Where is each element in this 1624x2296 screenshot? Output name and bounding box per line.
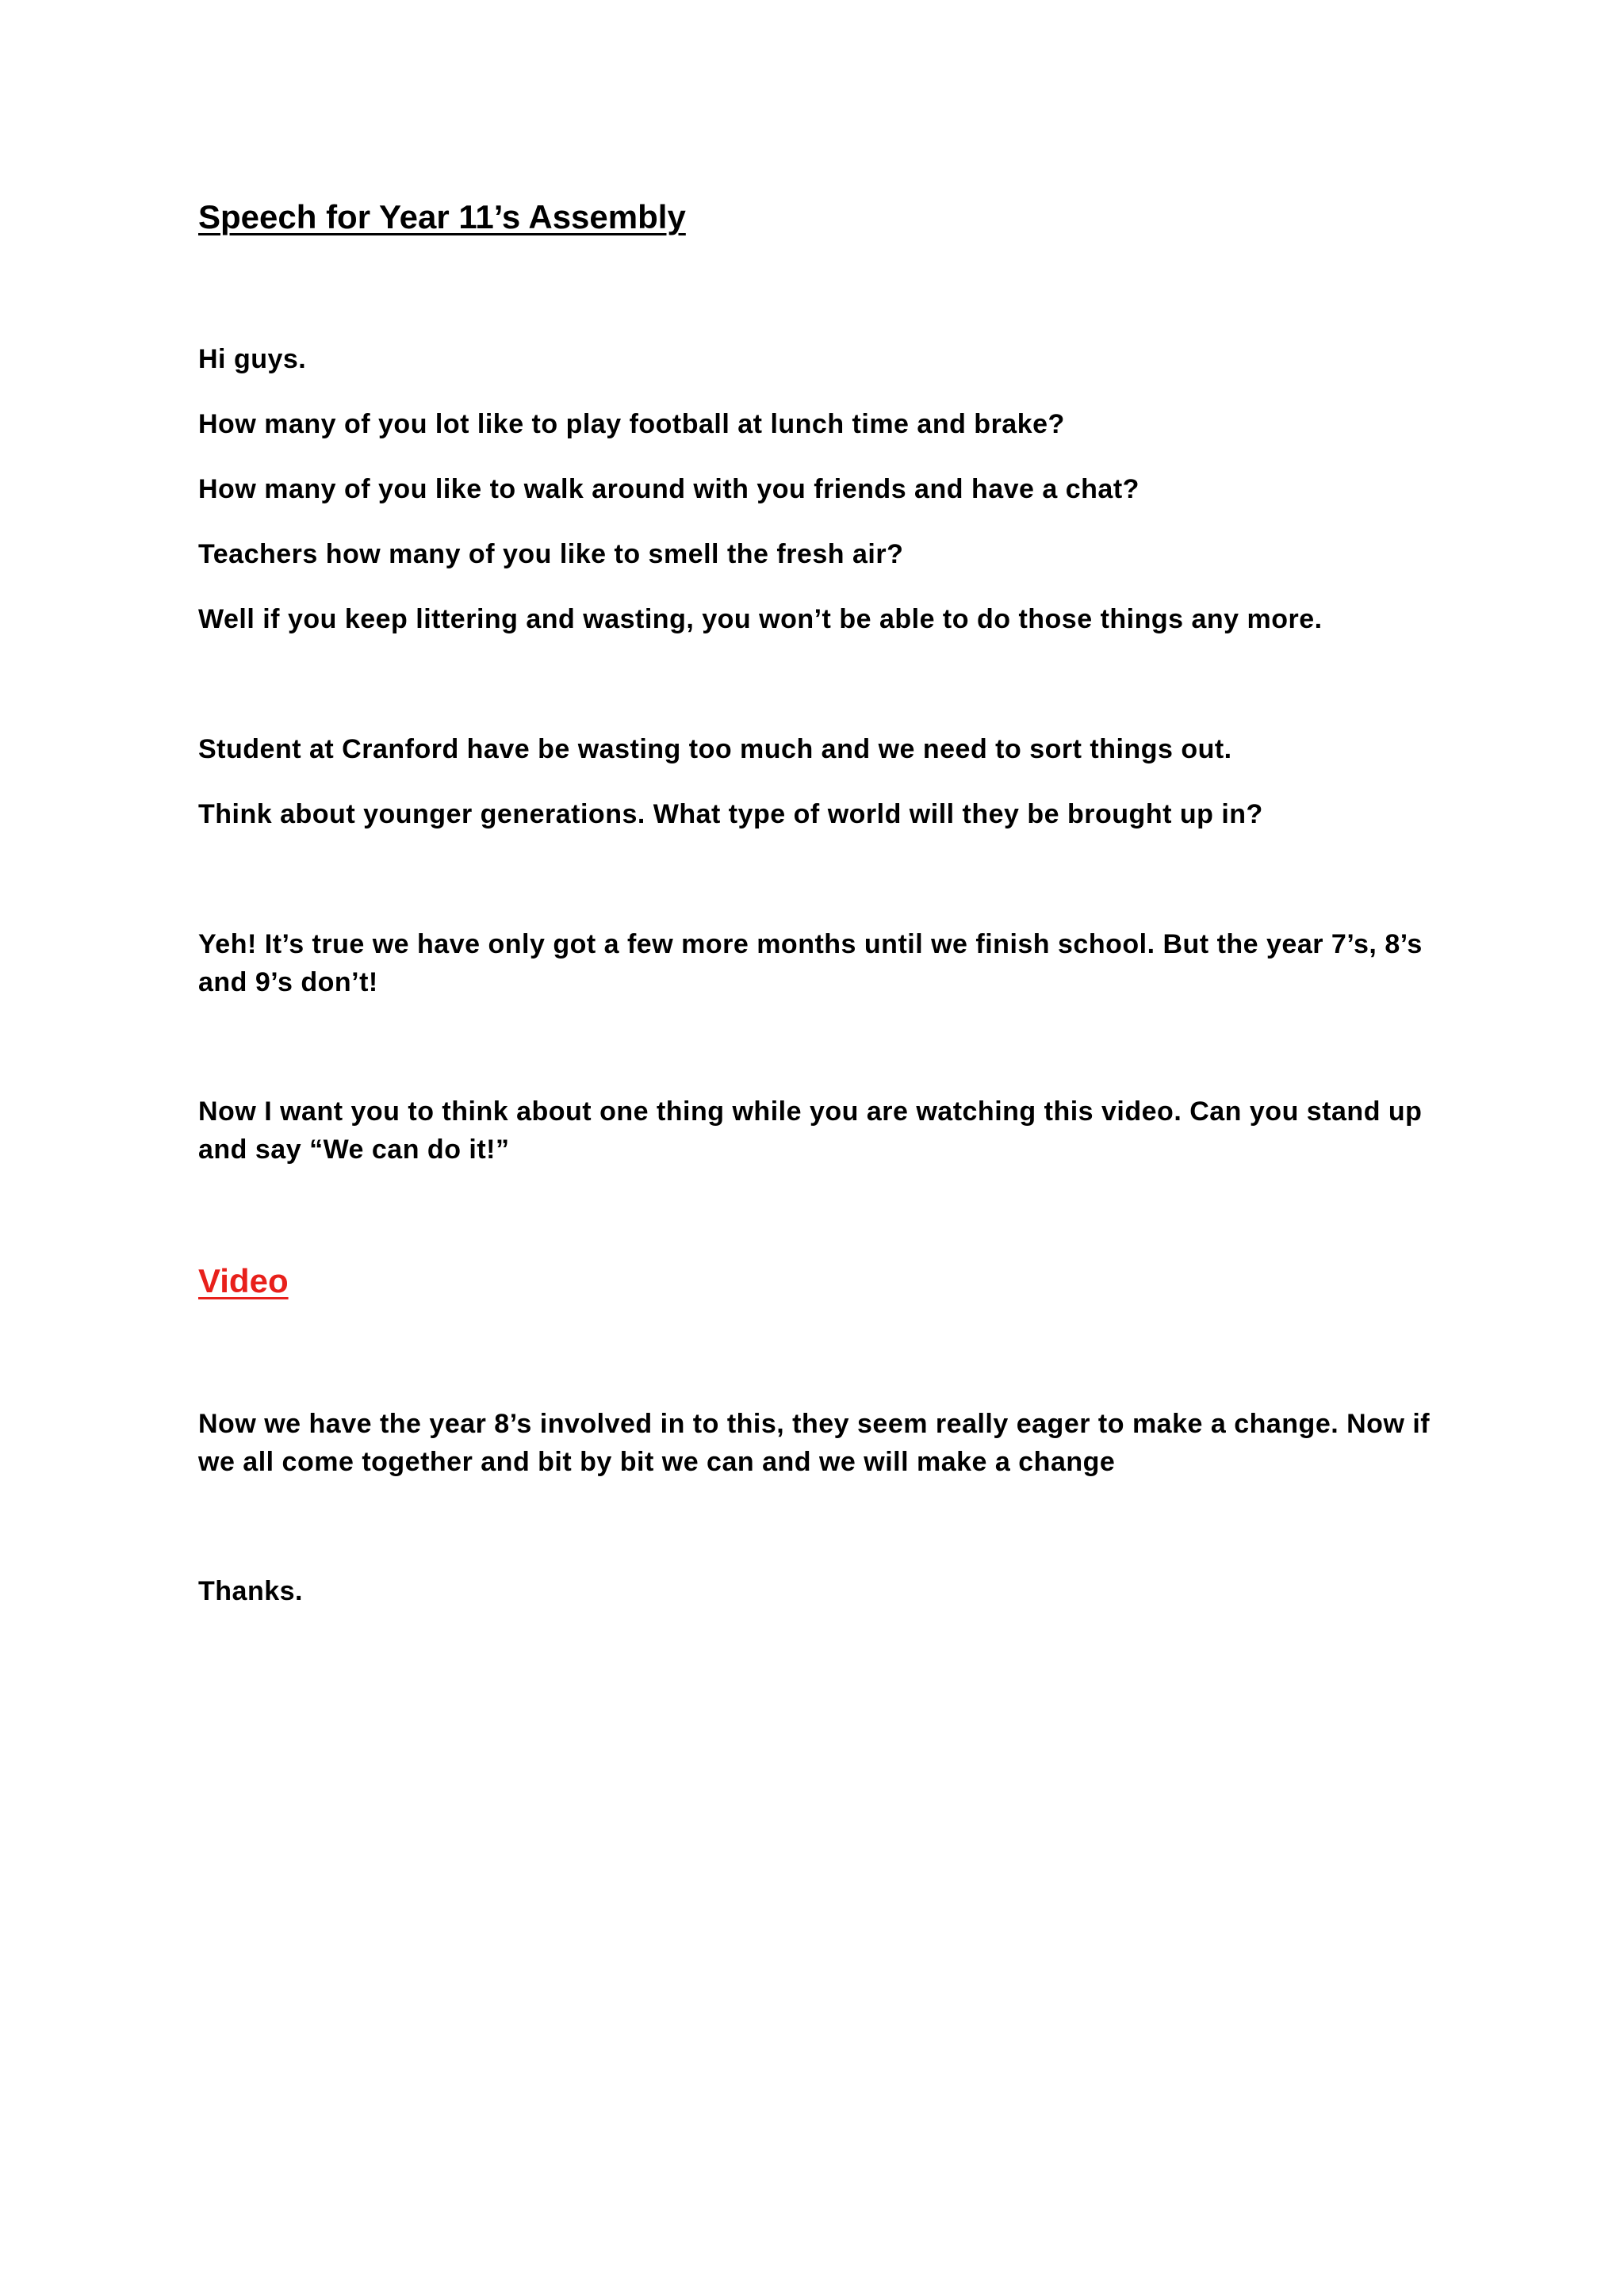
- paragraph-finish-school: Yeh! It’s true we have only got a few more months until we finish school. But the year 7’s, 8’s and 9’s don’t!: [198, 929, 1423, 997]
- paragraph-football-question: How many of you lot like to play football at lunch time and brake?: [198, 409, 1065, 439]
- paragraph-teachers-question: Teachers how many of you like to smell the fresh air?: [198, 539, 904, 569]
- paragraph-walk-question: How many of you like to walk around with you friends and have a chat?: [198, 474, 1139, 504]
- document-title: Speech for Year 11’s Assembly: [198, 198, 686, 235]
- paragraph-year-8-involvement: Now we have the year 8’s involved in to this, they seem really eager to make a change. Now if we all come together and bit by bit we can and we will make a change: [198, 1409, 1431, 1477]
- paragraph-video-intro: Now I want you to think about one thing while you are watching this video. Can you stand up and say “We can do it!”: [198, 1096, 1423, 1165]
- video-heading: Video: [198, 1262, 289, 1299]
- paragraph-littering-warning: Well if you keep littering and wasting, you won’t be able to do those things any more.: [198, 604, 1323, 634]
- paragraph-cranford-wasting: Student at Cranford have be wasting too much and we need to sort things out.: [198, 734, 1232, 764]
- paragraph-thanks: Thanks.: [198, 1576, 303, 1606]
- paragraph-greeting: Hi guys.: [198, 344, 307, 374]
- paragraph-younger-generations: Think about younger generations. What type of world will they be brought up in?: [198, 799, 1263, 829]
